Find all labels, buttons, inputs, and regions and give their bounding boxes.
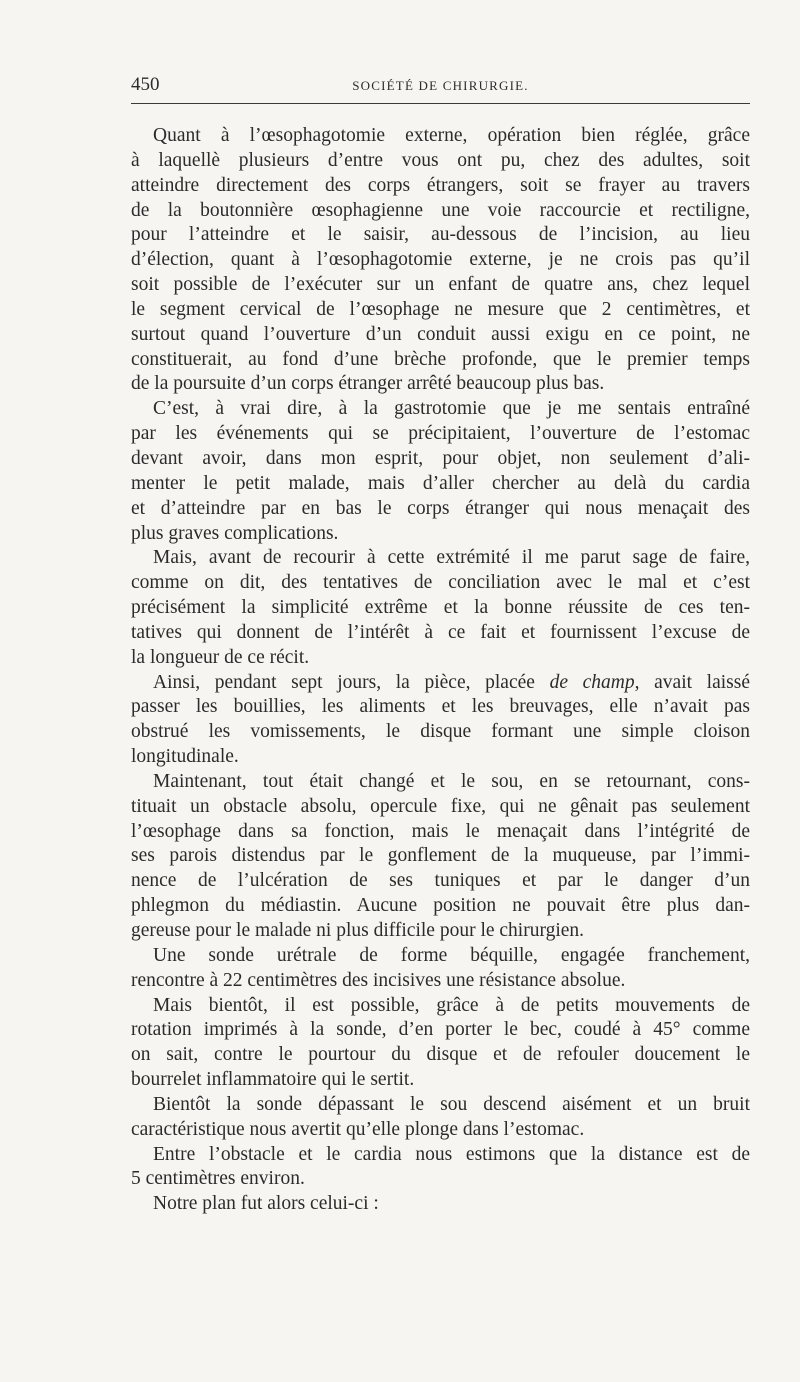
text-line: à laquellè plusieurs d’entre vous ont pu, chez des adultes, soit [131, 149, 750, 171]
text-line: de la boutonnière œsophagienne une voie raccourcie et rectiligne, [131, 199, 750, 221]
text-line: Bientôt la sonde dépassant le sou descend aisément et un bruit [153, 1093, 750, 1115]
text-line: Maintenant, tout était changé et le sou, en se retournant, cons- [153, 770, 750, 792]
text-line: rencontre à 22 centimètres des incisives une résistance absolue. [131, 969, 626, 991]
paragraph [131, 671, 750, 770]
text-line: devant avoir, dans mon esprit, pour objet, non seulement d’ali- [131, 447, 750, 469]
text-line: passer les bouillies, les aliments et les breuvages, elle n’avait pas [131, 696, 750, 718]
paragraph [131, 1143, 750, 1193]
text-line: pour l’atteindre et le saisir, au-dessous de l’incision, au lieu [131, 224, 750, 246]
text-line: plus graves complications. [131, 522, 339, 544]
paragraph [131, 1093, 750, 1143]
text-line [131, 671, 750, 696]
text-line: Une sonde urétrale de forme béquille, engagée franchement, [153, 944, 750, 966]
text-line: Entre l’obstacle et le cardia nous estimons que la distance est de [153, 1143, 750, 1165]
text-line: tituait un obstacle absolu, opercule fixe, qui ne gênait pas seulement [131, 795, 750, 817]
text-line: précisément la simplicité extrême et la bonne réussite de ces ten- [131, 597, 750, 619]
text-line: tatives qui donnent de l’intérêt à ce fait et fournissent l’excuse de [131, 621, 750, 643]
text-line: caractéristique nous avertit qu’elle plonge dans l’estomac. [131, 1118, 585, 1140]
text-line: surtout quand l’ouverture d’un conduit aussi exigu en ce point, ne [131, 323, 750, 345]
text-line: comme on dit, des tentatives de conciliation avec le mal et c’est [131, 572, 750, 594]
text-line: nence de l’ulcération de ses tuniques et par le danger d’un [131, 870, 750, 892]
text-line: rotation imprimés à la sonde, d’en porter le bec, coudé à 45° comme [131, 1019, 750, 1041]
text-line: C’est, à vrai dire, à la gastrotomie que je me sentais entraîné [153, 398, 750, 420]
text-line: d’élection, quant à l’œsophagotomie externe, je ne crois pas qu’il [131, 249, 750, 271]
header-rule [131, 103, 750, 104]
text-segment: , avait laissé [634, 671, 750, 693]
text-line: phlegmon du médiastin. Aucune position ne pouvait être plus dan- [131, 895, 750, 917]
text-line: gereuse pour le malade ni plus difficile pour le chirurgien. [131, 920, 585, 941]
paragraph [131, 546, 750, 670]
text-line: atteindre directement des corps étrangers, soit se frayer au travers [131, 174, 750, 196]
paragraph [131, 944, 750, 994]
text-line: constituerait, au fond d’une brèche profonde, que le premier temps [131, 348, 750, 370]
text-line: et d’atteindre par en bas le corps étranger qui nous menaçait des [131, 497, 750, 519]
page-number: 450 [131, 74, 160, 95]
text-line: obstrué les vomissements, le disque formant une simple cloison [131, 721, 750, 743]
text-line: longitudinale. [131, 746, 239, 768]
italic-phrase: de champ [549, 671, 635, 693]
text-line: le segment cervical de l’œsophage ne mesure que 2 centimètres, et [131, 298, 750, 320]
text-line: menter le petit malade, mais d’aller chercher au delà du cardia [131, 472, 750, 494]
text-line: ses parois distendus par le gonflement de la muqueuse, par l’immi- [131, 845, 750, 867]
text-line: bourrelet inflammatoire qui le sertit. [131, 1069, 415, 1091]
text-line: Mais, avant de recourir à cette extrémité il me parut sage de faire, [153, 547, 750, 569]
paragraph [131, 994, 750, 1093]
text-line: l’œsophage dans sa fonction, mais le menaçait dans l’intégrité de [131, 820, 750, 842]
text-line: 5 centimètres environ. [131, 1168, 305, 1190]
paragraph [131, 770, 750, 944]
running-title: SOCIÉTÉ DE CHIRURGIE. [352, 78, 529, 93]
text-line: la longueur de ce récit. [131, 646, 310, 668]
paragraph [131, 397, 750, 546]
text-line: par les événements qui se précipitaient, l’ouverture de l’estomac [131, 423, 750, 445]
paragraph [131, 124, 750, 397]
body-text [131, 124, 750, 1217]
text-line: on sait, contre le pourtour du disque et de refouler doucement le [131, 1044, 750, 1066]
paragraph [131, 1192, 750, 1217]
text-line: Mais bientôt, il est possible, grâce à de petits mouvements de [153, 994, 750, 1016]
text-line: soit possible de l’exécuter sur un enfant de quatre ans, chez lequel [131, 274, 750, 296]
text-line: Quant à l’œsophagotomie externe, opération bien réglée, grâce [153, 125, 750, 146]
text-line: de la poursuite d’un corps étranger arrêté beaucoup plus bas. [131, 373, 605, 395]
text-segment: Ainsi, pendant sept jours, la pièce, placée [153, 671, 550, 693]
text-line: Notre plan fut alors celui-ci : [153, 1193, 379, 1215]
